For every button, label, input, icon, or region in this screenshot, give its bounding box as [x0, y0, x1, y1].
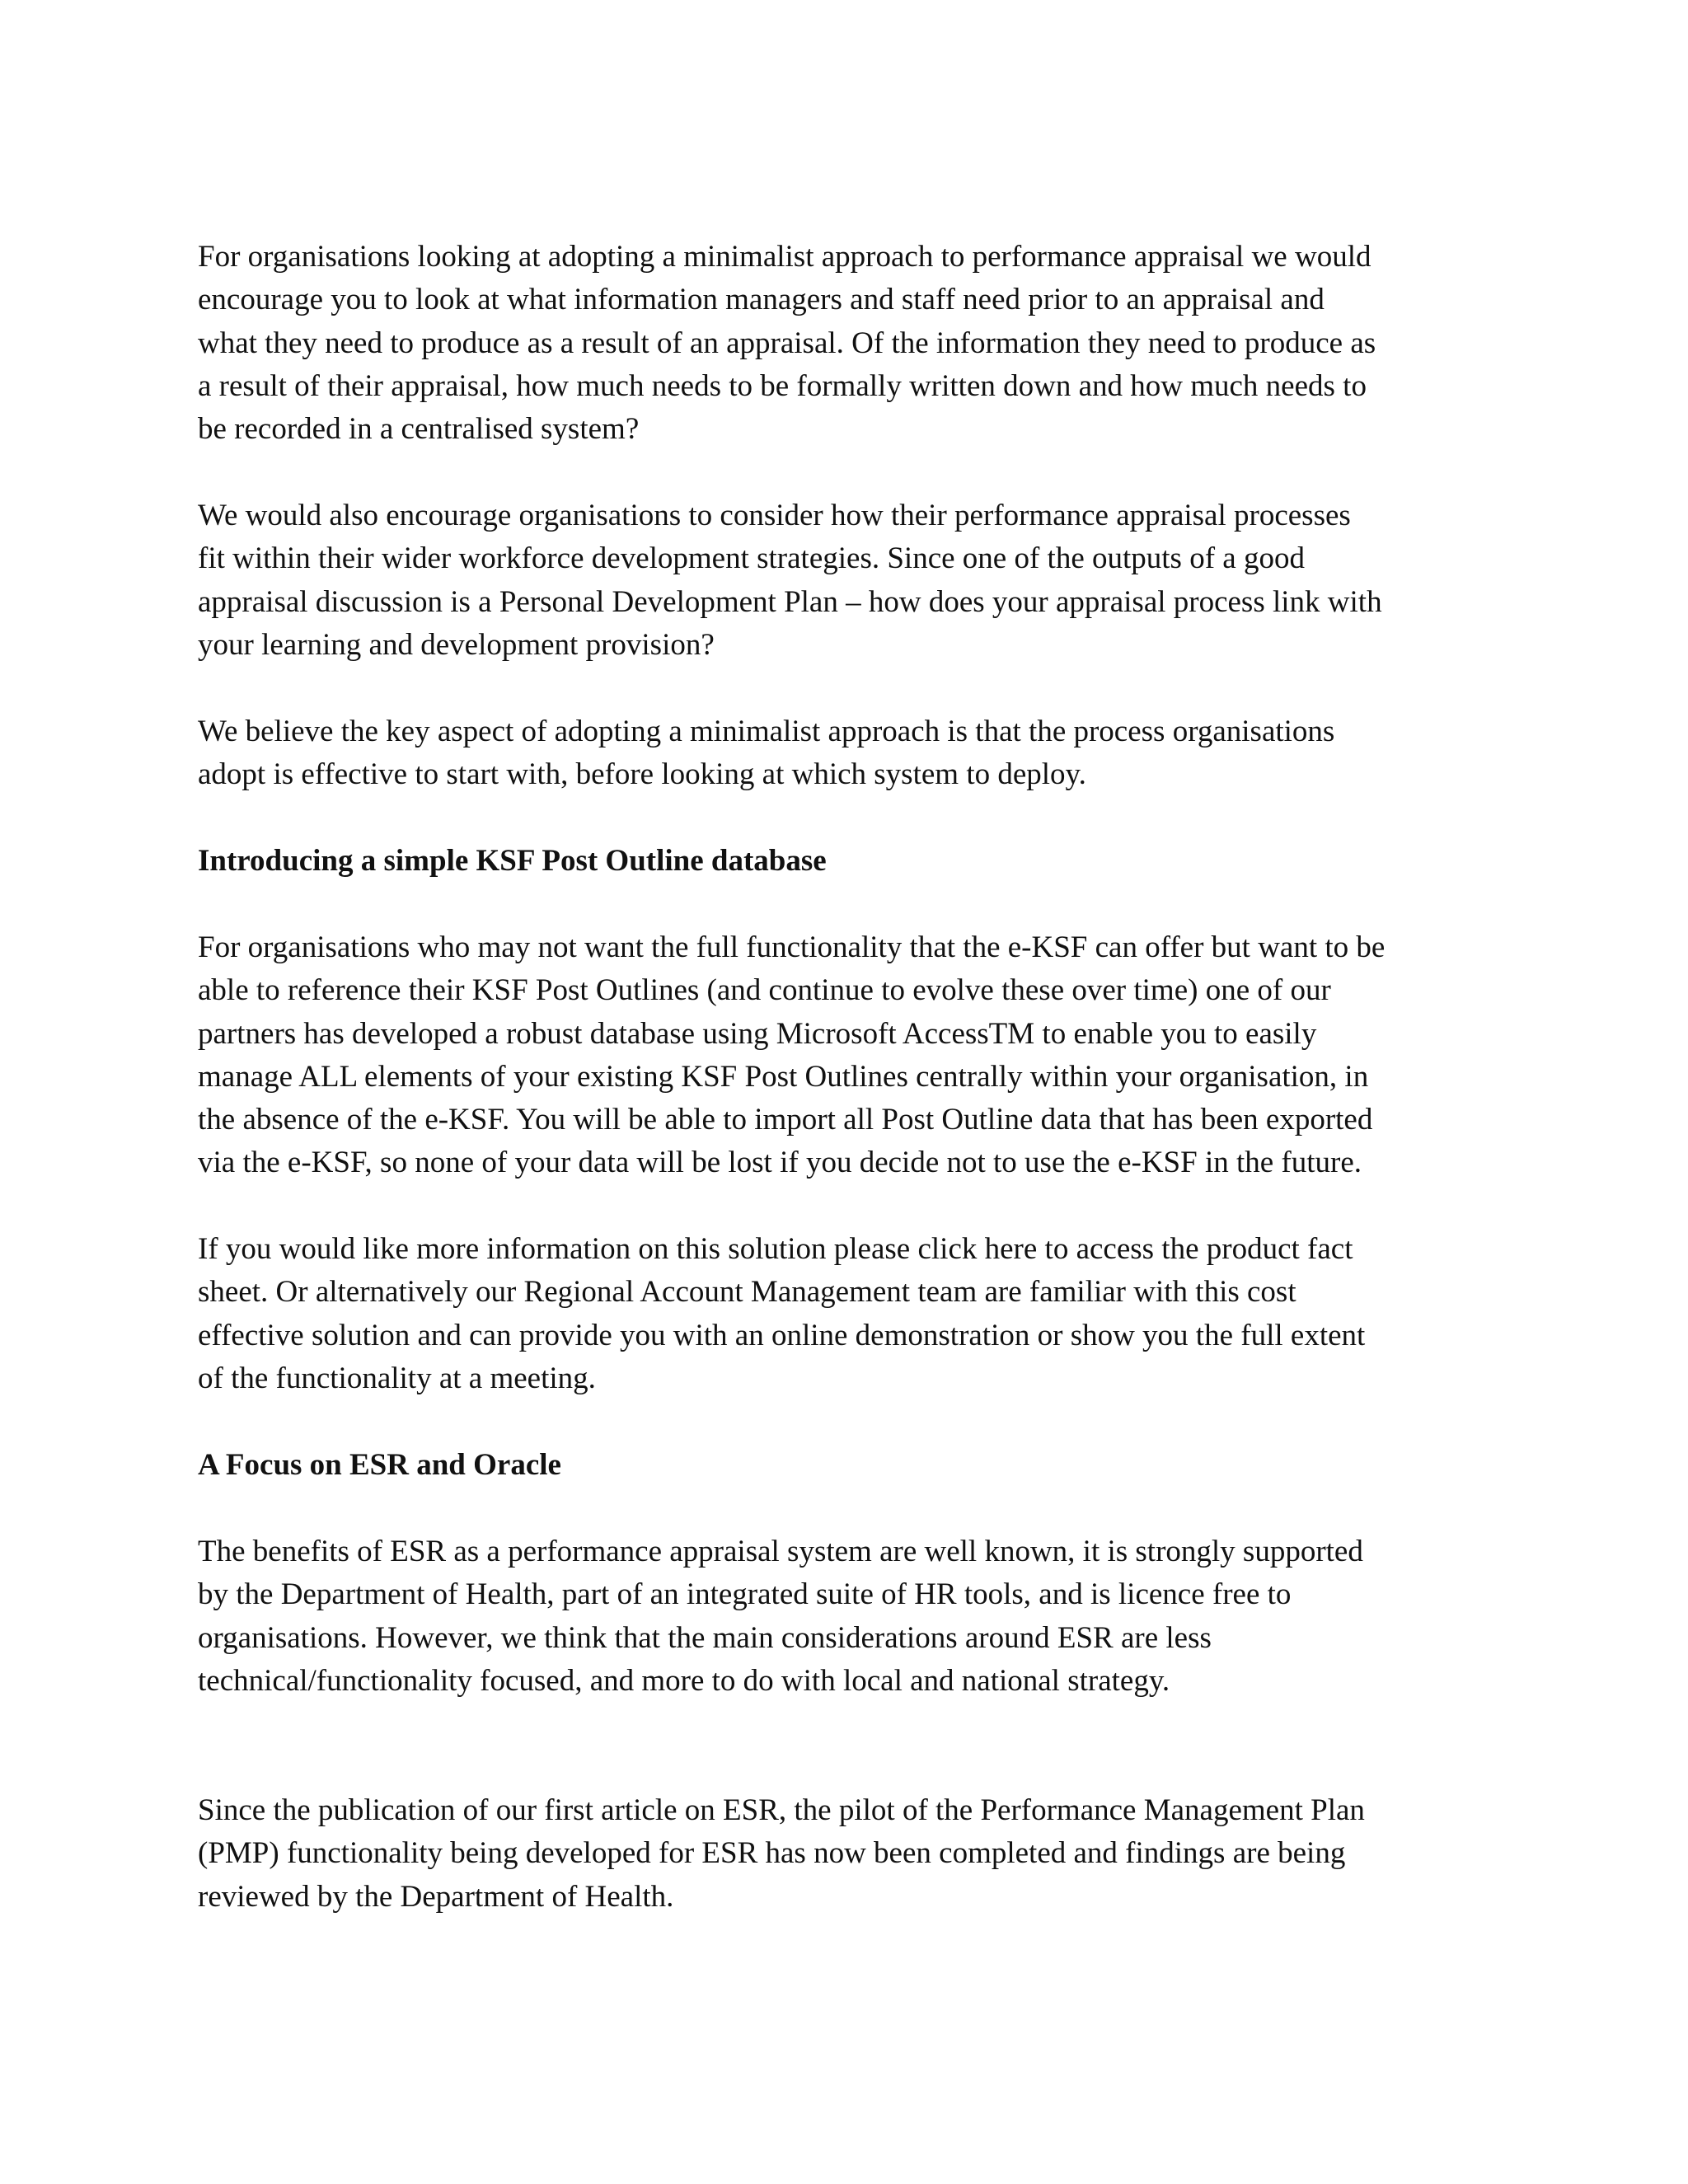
- section-heading-ksf-database: [198, 840, 1517, 883]
- paragraph-line: the absence of the e-KSF. You will be able to import all Post Outline data that has been exported: [198, 1103, 1373, 1137]
- paragraph-ksf-database: [198, 926, 1517, 1185]
- paragraph-key-aspect: [198, 710, 1517, 797]
- heading-text: Introducing a simple KSF Post Outline database: [198, 844, 827, 878]
- paragraph-workforce-development: [198, 494, 1517, 667]
- paragraph-minimalist-approach: [198, 236, 1517, 451]
- paragraph-line: partners has developed a robust database using Microsoft AccessTM to enable you to easily: [198, 1016, 1317, 1051]
- paragraph-line: a result of their appraisal, how much needs to be formally written down and how much needs to: [198, 368, 1367, 403]
- paragraph-line: technical/functionality focused, and more to do with local and national strategy.: [198, 1663, 1170, 1698]
- paragraph-line: organisations. However, we think that the main considerations around ESR are less: [198, 1620, 1212, 1655]
- paragraph-line: what they need to produce as a result of an appraisal. Of the information they need to produce as: [198, 326, 1376, 360]
- heading-text: A Focus on ESR and Oracle: [198, 1448, 561, 1482]
- paragraph-line: by the Department of Health, part of an integrated suite of HR tools, and is licence free to: [198, 1577, 1292, 1612]
- paragraph-line: Since the publication of our first article on ESR, the pilot of the Performance Management Plan: [198, 1793, 1365, 1827]
- paragraph-line: be recorded in a centralised system?: [198, 412, 640, 447]
- paragraph-line: We believe the key aspect of adopting a minimalist approach is that the process organisations: [198, 715, 1335, 748]
- paragraph-line: reviewed by the Department of Health.: [198, 1879, 674, 1914]
- paragraph-line: For organisations who may not want the full functionality that the e-KSF can offer but want to be: [198, 930, 1386, 964]
- paragraph-line: effective solution and can provide you with an online demonstration or show you the full extent: [198, 1318, 1366, 1352]
- paragraph-line: encourage you to look at what information managers and staff need prior to an appraisal and: [198, 283, 1325, 317]
- section-heading-esr-oracle: [198, 1444, 1517, 1487]
- paragraph-line: The benefits of ESR as a performance appraisal system are well known, it is strongly supported: [198, 1535, 1363, 1568]
- paragraph-line: If you would like more information on this solution please click here to access the product fact: [198, 1232, 1353, 1266]
- paragraph-line: adopt is effective to start with, before looking at which system to deploy.: [198, 757, 1086, 792]
- paragraph-line: your learning and development provision?: [198, 627, 715, 662]
- paragraph-line: sheet. Or alternatively our Regional Account Management team are familiar with this cost: [198, 1275, 1296, 1310]
- paragraph-line: appraisal discussion is a Personal Development Plan – how does your appraisal process link with: [198, 584, 1382, 619]
- paragraph-line: (PMP) functionality being developed for ESR has now been completed and findings are being: [198, 1836, 1346, 1871]
- paragraph-more-information: [198, 1228, 1517, 1400]
- paragraph-line: via the e-KSF, so none of your data will be lost if you decide not to use the e-KSF in the future.: [198, 1146, 1362, 1180]
- paragraph-line: able to reference their KSF Post Outlines (and continue to evolve these over time) one of our: [198, 973, 1331, 1008]
- paragraph-esr-benefits: [198, 1530, 1517, 1703]
- paragraph-line: For organisations looking at adopting a minimalist approach to performance appraisal we would: [198, 240, 1372, 274]
- paragraph-line: We would also encourage organisations to consider how their performance appraisal processes: [198, 499, 1351, 532]
- paragraph-line: of the functionality at a meeting.: [198, 1361, 596, 1395]
- paragraph-line: manage ALL elements of your existing KSF Post Outlines centrally within your organisation, in: [198, 1059, 1369, 1094]
- paragraph-pmp-pilot: [198, 1789, 1517, 1919]
- paragraph-line: fit within their wider workforce development strategies. Since one of the outputs of a good: [198, 541, 1305, 576]
